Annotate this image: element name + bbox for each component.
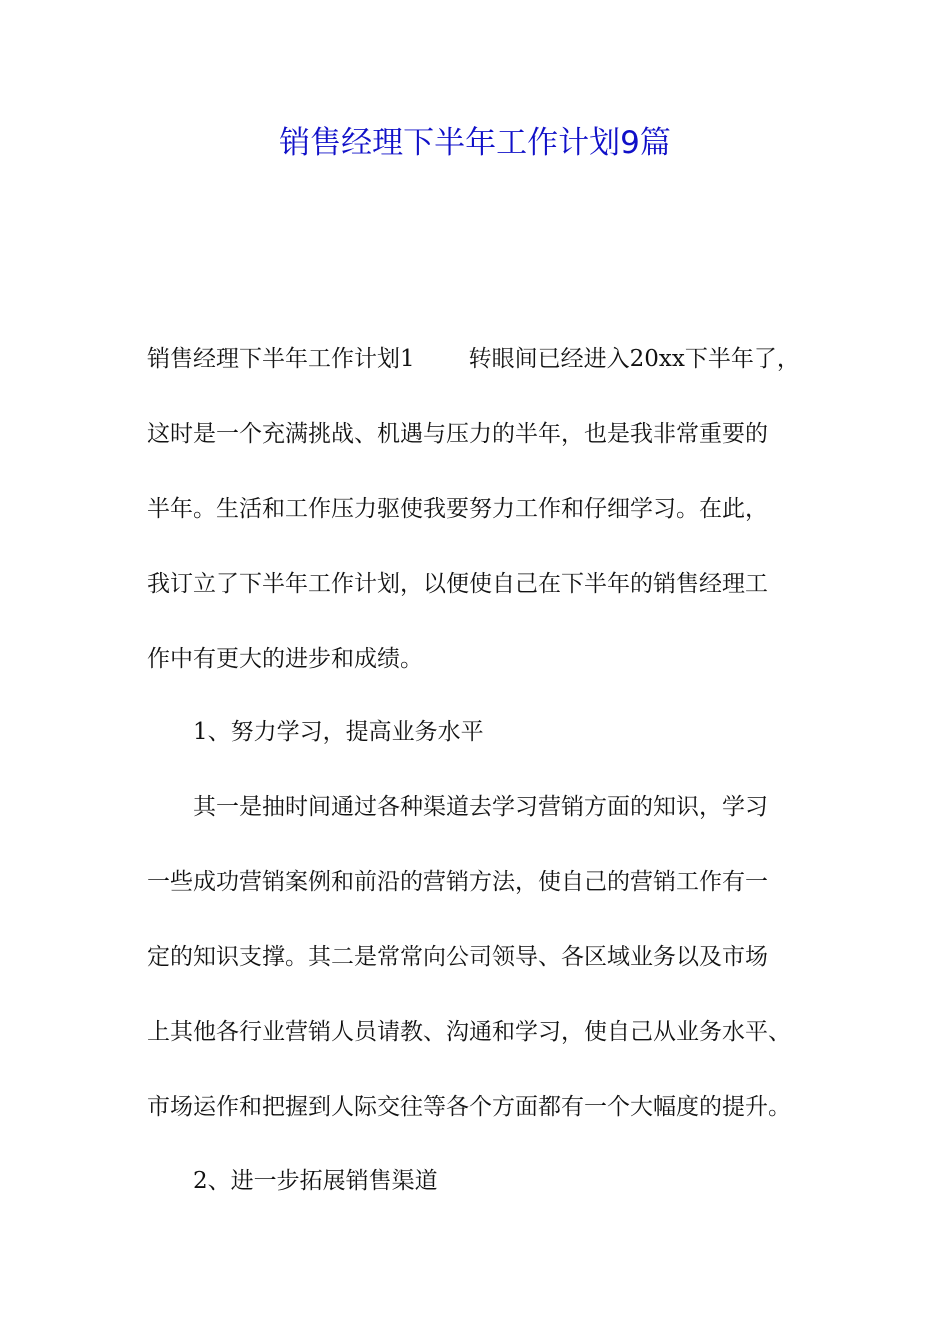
document-title: 销售经理下半年工作计划9篇 (279, 125, 671, 161)
paragraph-line: 定的知识支撑。其二是常常向公司领导、各区域业务以及市场 (147, 944, 768, 970)
paragraph-line: 作中有更大的进步和成绩。 (147, 646, 423, 672)
section-heading: 2、进一步拓展销售渠道 (193, 1168, 438, 1194)
paragraph-line: 上其他各行业营销人员请教、沟通和学习，使自己从业务水平、 (147, 1019, 791, 1045)
paragraph-line: 我订立了下半年工作计划，以便使自己在下半年的销售经理工 (147, 571, 768, 597)
paragraph-line: 半年。生活和工作压力驱使我要努力工作和仔细学习。在此， (147, 496, 768, 522)
paragraph-line: 这时是一个充满挑战、机遇与压力的半年，也是我非常重要的 (147, 421, 768, 447)
paragraph-line: 市场运作和把握到人际交往等各个方面都有一个大幅度的提升。 (147, 1094, 791, 1120)
paragraph-text: 转眼间已经进入20xx下半年了， (468, 346, 800, 372)
paragraph-line: 一些成功营销案例和前沿的营销方法，使自己的营销工作有一 (147, 869, 768, 895)
paragraph-line: 其一是抽时间通过各种渠道去学习营销方面的知识，学习 (193, 794, 768, 820)
section-heading: 销售经理下半年工作计划1 (147, 346, 415, 372)
paragraph-line (147, 348, 800, 371)
section-heading: 1、努力学习，提高业务水平 (193, 719, 484, 745)
